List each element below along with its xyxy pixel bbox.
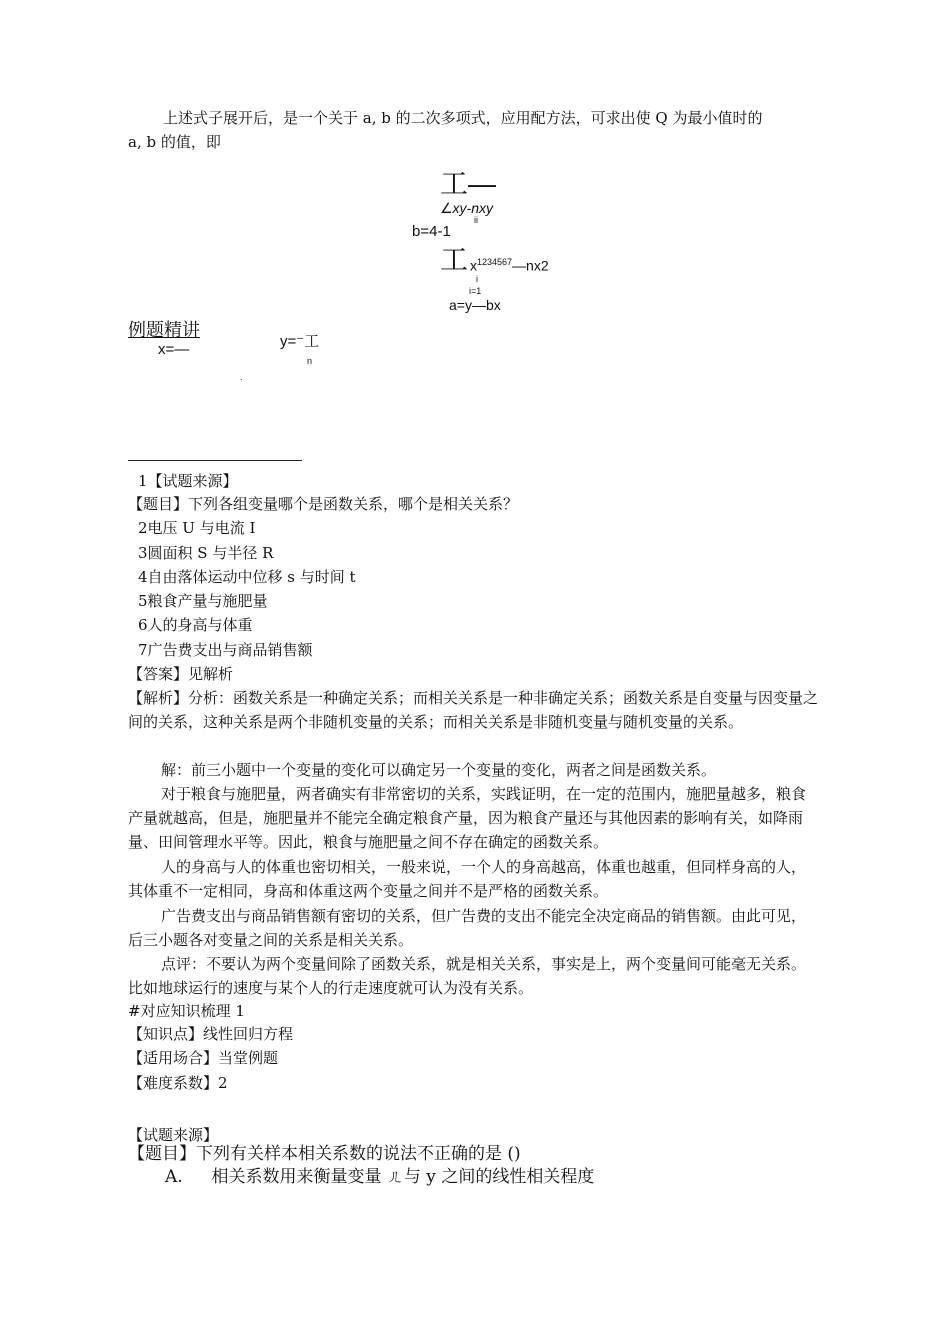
q1-tag: #对应知识梳理 1 <box>128 1002 245 1020</box>
q1-item: 3圆面积 S 与半径 R <box>138 544 274 562</box>
sum-symbol: 工— <box>440 168 497 199</box>
denominator-range: i=1 <box>469 286 482 296</box>
q1-answer: 【答案】见解析 <box>128 665 234 683</box>
q2-option-a-label: A. <box>165 1167 183 1187</box>
q1-solution-p3: 人的身高与人的体重也密切相关，一般来说，一个人的身高越高，体重也越重，但同样身高的人，其体重不一定相同，身高和体重这两个变量之间并不是严格的函数关系。 <box>128 858 807 900</box>
q2-source: 【试题来源】 <box>128 1126 219 1144</box>
q1-item: 2电压 U 与电流 I <box>138 519 256 537</box>
q2-option-a: 相关系数用来衡量变量 ㄦ与 y 之间的线性相关程度 <box>211 1167 595 1187</box>
b-label: b=4-1 <box>412 223 451 240</box>
stray-dot: . <box>240 372 243 382</box>
q1-difficulty: 【难度系数】2 <box>128 1074 228 1092</box>
q1-knowledge: 【知识点】线性回归方程 <box>128 1025 294 1043</box>
q1-item: 7广告费支出与商品销售额 <box>138 641 313 659</box>
intro-line-2: a, b 的值，即 <box>128 133 221 151</box>
q1-solution-p2: 对于粮食与施肥量，两者确实有非常密切的关系，实践证明，在一定的范围内，施肥量越多，粮食产量就越高，但是，施肥量并不能完全确定粮食产量，因为粮食产量还与其他因素的影响有关，如降雨量、田间管理水平等。因此，粮食与施肥量之间不存在确定的函数关系。 <box>128 785 807 851</box>
x-bar: x=— <box>158 341 190 358</box>
numerator-index: ii <box>474 215 478 225</box>
q1-source: 1【试题来源】 <box>138 472 238 490</box>
q1-item: 5粮食产量与施肥量 <box>138 592 268 610</box>
q1-item: 6人的身高与体重 <box>138 616 253 634</box>
denominator-tail: —nx2 <box>512 257 549 274</box>
y-bar: y=⁻工 <box>280 333 320 350</box>
denominator-index: i <box>476 274 478 284</box>
q1-solution-p4: 广告费支出与商品销售额有密切的关系，但广告费的支出不能完全决定商品的销售额。由此可见，后三小题各对变量之间的关系是相关关系。 <box>128 907 807 949</box>
sum-symbol-2: 工 <box>440 244 469 275</box>
formula-numerator: ∠xy-nxy <box>440 200 493 216</box>
section-title: 例题精讲 <box>128 320 200 341</box>
a-line: a=y—bx <box>449 297 501 313</box>
formula-denominator: x <box>470 257 477 274</box>
q1-scene: 【适用场合】当堂例题 <box>128 1049 279 1067</box>
divider <box>128 460 302 461</box>
y-bar-sub: n <box>307 356 313 366</box>
intro-line-1: 上述式子展开后，是一个关于 a, b 的二次多项式，应用配方法，可求出使 Q 为最小值时的 <box>163 109 763 127</box>
q1-question: 【题目】下列各组变量哪个是函数关系，哪个是相关关系？ <box>128 495 519 513</box>
denominator-superscript: 1234567 <box>477 257 513 267</box>
q1-comment: 点评：不要认为两个变量间除了函数关系，就是相关关系，事实是上，两个变量间可能毫无关系。比如地球运行的速度与某个人的行走速度就可认为没有关系。 <box>128 955 807 997</box>
q1-item: 4自由落体运动中位移 s 与时间 t <box>138 568 356 586</box>
q2-question: 【题目】下列有关样本相关系数的说法不正确的是 () <box>128 1144 521 1164</box>
q1-solution-p1: 解：前三小题中一个变量的变化可以确定另一个变量的变化，两者之间是函数关系。 <box>161 761 717 779</box>
q1-analysis: 【解析】分析：函数关系是一种确定关系；而相关关系是一种非确定关系；函数关系是自变量与因变量之间的关系，这种关系是两个非随机变量的关系；而相关关系是非随机变量与随机变量的关系。 <box>128 689 819 731</box>
